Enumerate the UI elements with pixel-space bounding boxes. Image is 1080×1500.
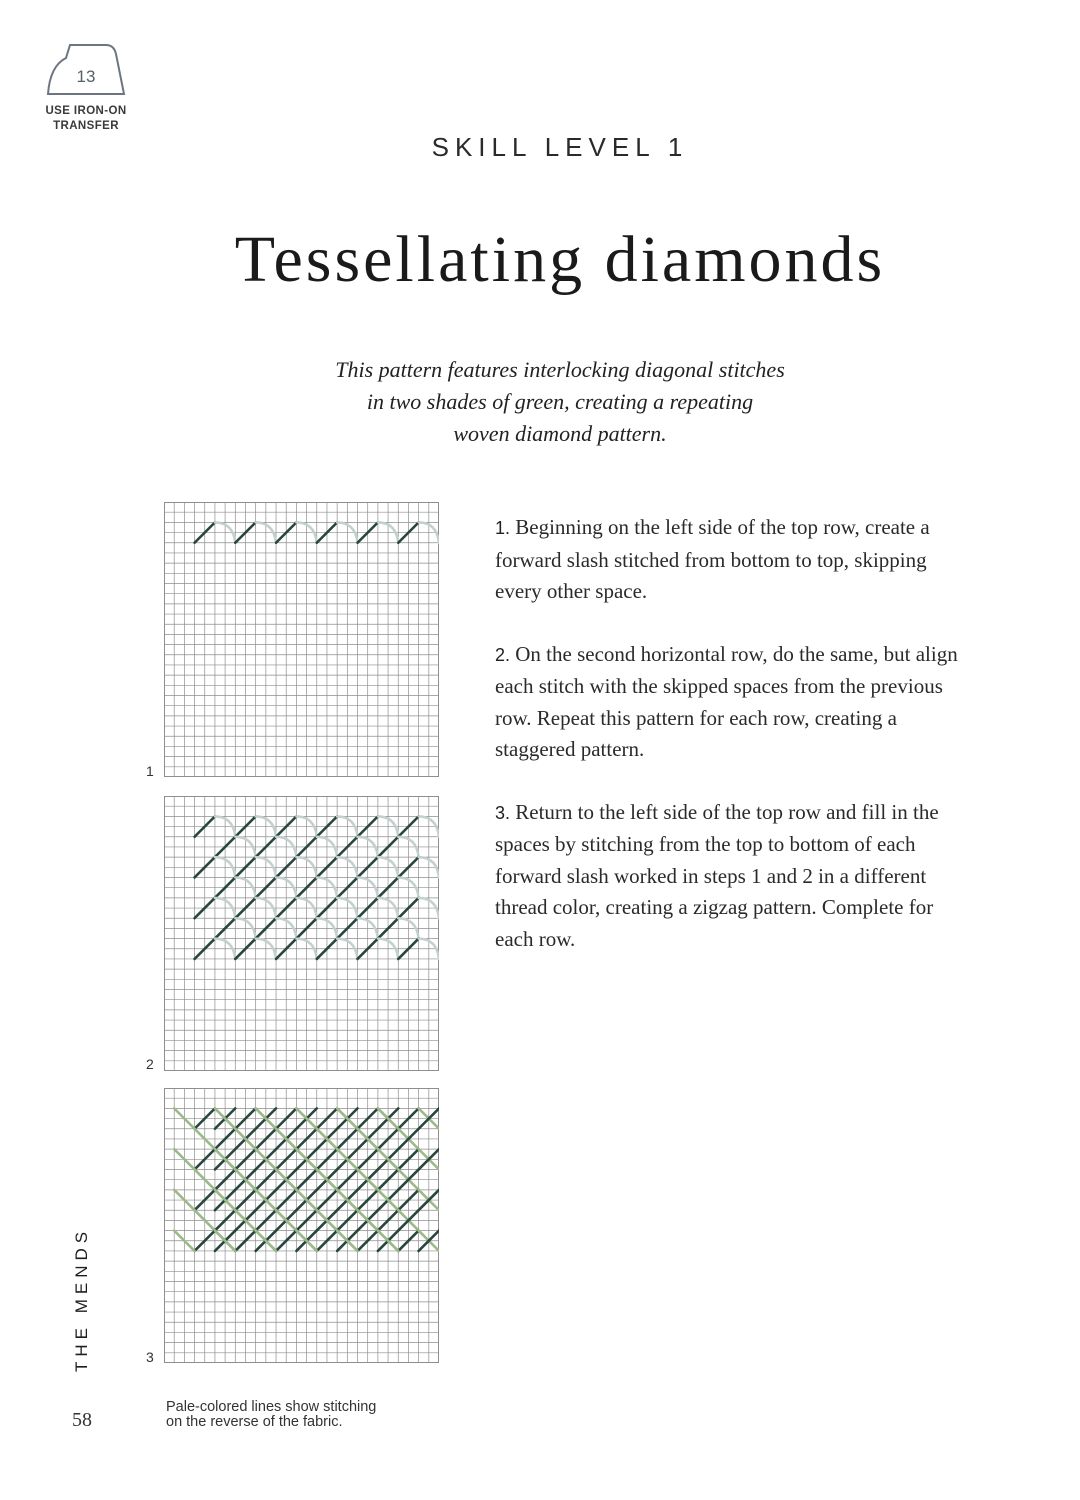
diagram-label: 3 [146, 1349, 154, 1365]
instruction-steps [495, 512, 965, 986]
iron-on-caption [36, 104, 136, 134]
instruction-step [495, 512, 965, 608]
step-text: Beginning on the left side of the top row, create a forward slash stitched from bottom to top, skipping every other space. [495, 515, 930, 603]
iron-on-caption-line: TRANSFER [53, 120, 119, 132]
step-number: 2. [495, 644, 511, 665]
stitch-diagram-3 [164, 1088, 439, 1363]
intro-text [260, 354, 860, 450]
intro-line: woven diamond pattern. [453, 421, 667, 446]
stitch-diagram-2 [164, 796, 439, 1071]
caption-line: Pale-colored lines show stitching [166, 1399, 377, 1415]
diagram-label: 1 [146, 763, 154, 779]
intro-line: This pattern features interlocking diagonal stitches [335, 357, 785, 382]
diagram-caption [166, 1400, 466, 1430]
page-number: 58 [72, 1409, 92, 1431]
caption-line: on the reverse of the fabric. [166, 1414, 343, 1430]
iron-on-caption-line: USE IRON-ON [45, 105, 127, 117]
stitch-diagram-1 [164, 502, 439, 777]
diagram-label: 2 [146, 1056, 154, 1072]
instruction-step [495, 639, 965, 766]
instruction-step [495, 797, 965, 956]
intro-line: in two shades of green, creating a repeating [366, 389, 754, 414]
step-number: 3. [495, 802, 511, 823]
iron-on-badge [36, 40, 136, 134]
step-text: Return to the left side of the top row and fill in the spaces by stitching from the top to bottom of each forward slash worked in steps 1 and 2 in a different thread color, creating a zigzag pattern. Complete for each row. [495, 799, 939, 951]
section-label: THE MENDS [72, 1226, 91, 1372]
page-title: Tessellating diamonds [234, 223, 886, 296]
step-text: On the second horizontal row, do the same, but align each stitch with the skipped spaces from the previous row. Repeat this pattern for each row, creating a staggered pattern. [495, 641, 958, 761]
step-number: 1. [495, 518, 511, 538]
skill-level: SKILL LEVEL 1 [431, 132, 689, 162]
transfer-number: 13 [76, 67, 96, 86]
